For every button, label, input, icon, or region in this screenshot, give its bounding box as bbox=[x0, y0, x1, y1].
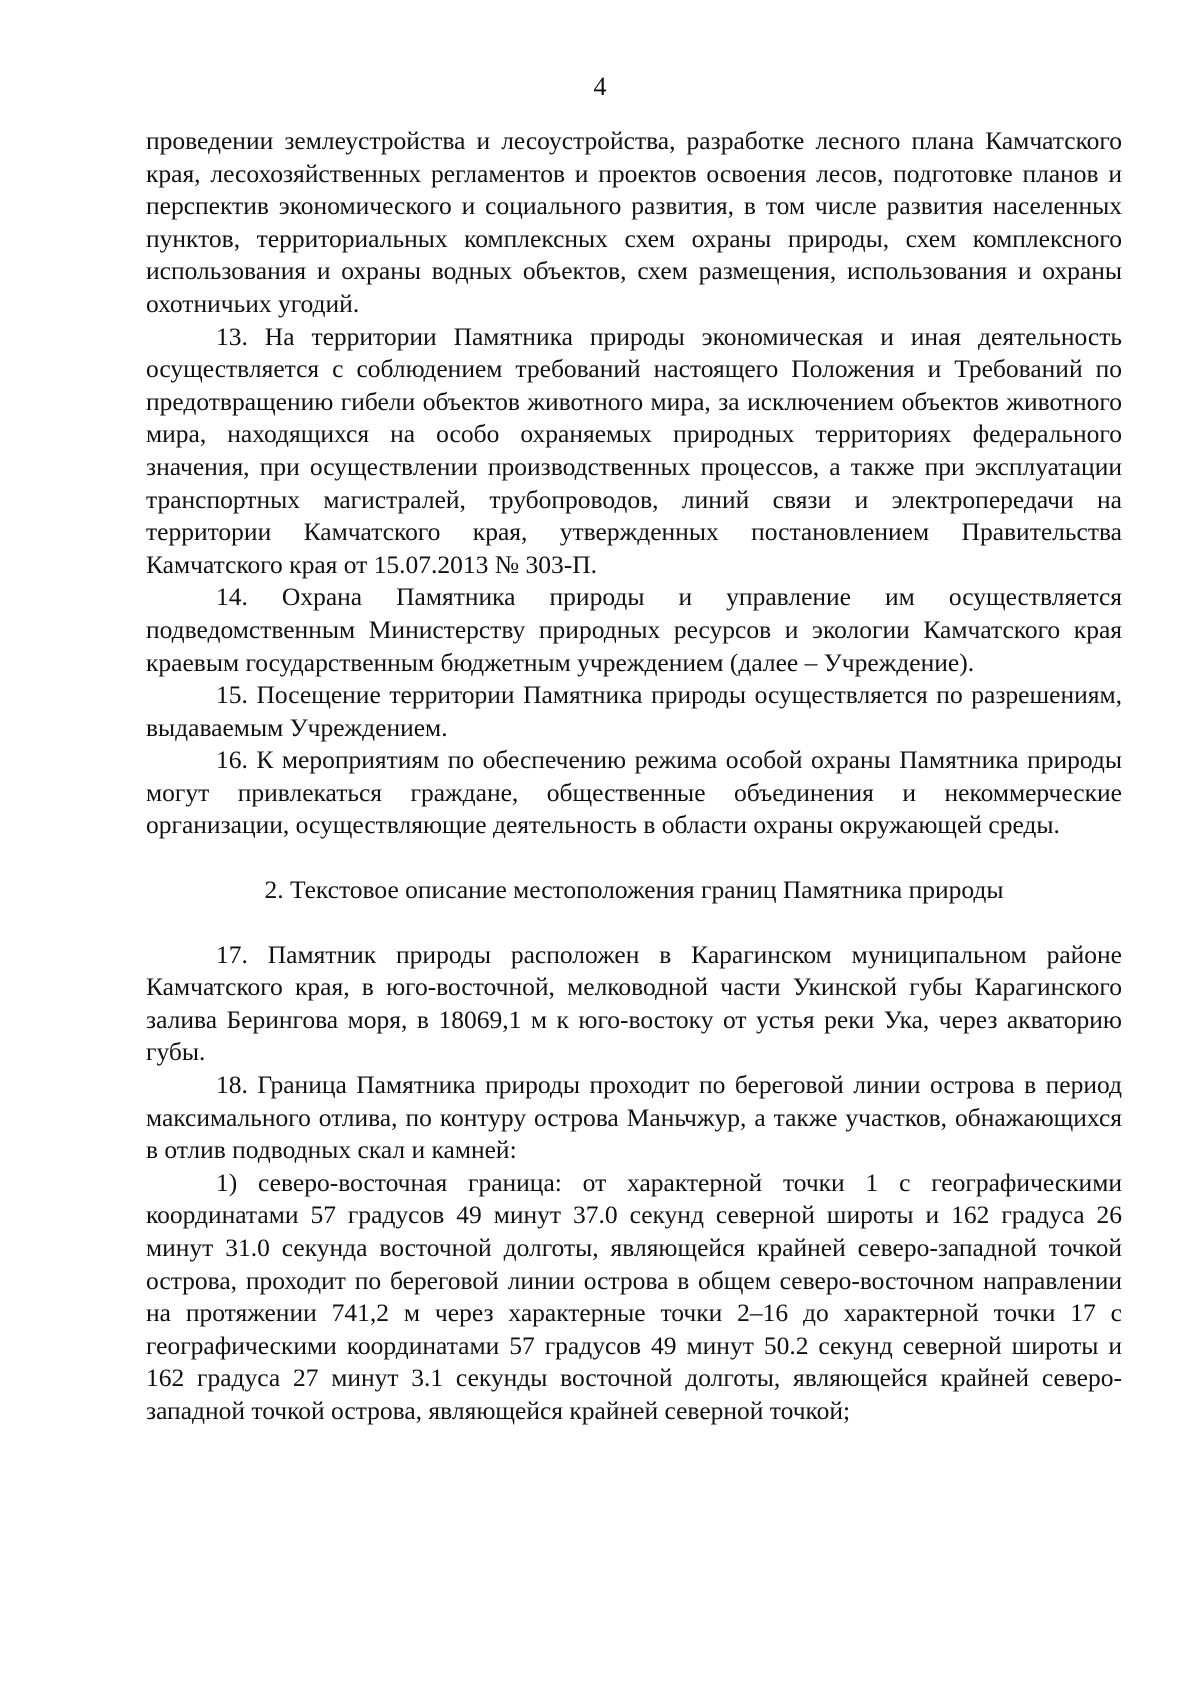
section-heading: 2. Текстовое описание местоположения границ Памятника природы bbox=[264, 875, 1004, 905]
paragraph-13: 13. На территории Памятника природы экономическая и иная деятельность осуществляется с соблюдением требований настоящего Положения и Требований по предотвращению гибели объектов животного мира, за исключением объектов животного мира, находящихся на особо охраняемых природных территориях федерального значения, при осуществлении производственных процессов, а также при эксплуатации транспортных магистралей, трубопроводов, линий связи и электропередачи на территории Камчатского края, утвержденных постановлением Правительства Камчатского края от 15.07.2013 № 303-П. bbox=[146, 321, 1122, 579]
document-body bbox=[146, 125, 1122, 1428]
paragraph-15: 15. Посещение территории Памятника природы осуществляется по разрешениям, выдаваемым Учреждением. bbox=[146, 680, 1122, 742]
page-number: 4 bbox=[593, 72, 607, 101]
paragraph-14: 14. Охрана Памятника природы и управление им осуществляется подведомственным Министерству природных ресурсов и экологии Камчатского края краевым государственным бюджетным учреждением (далее – Учреждение). bbox=[146, 582, 1122, 677]
paragraph-18: 18. Граница Памятника природы проходит по береговой линии острова в период максимального отлива, по контуру острова Маньчжур, а также участков, обнажающихся в отлив подводных скал и камней: bbox=[146, 1070, 1122, 1165]
paragraph-18-item-1: 1) северо-восточная граница: от характерной точки 1 с географическими координатами 57 градусов 49 минут 37.0 секунд северной широты и 162 градуса 26 минут 31.0 секунда восточной долготы, являющейся крайней северо-западной точкой острова, проходит по береговой линии острова в общем северо-восточном направлении на протяжении 741,2 м через характерные точки 2–16 до характерной точки 17 с географическими координатами 57 градусов 49 минут 50.2 секунд северной широты и 162 градуса 27 минут 3.1 секунды восточной долготы, являющейся крайней северо-западной точкой острова, являющейся крайней северной точкой; bbox=[146, 1167, 1122, 1425]
paragraph-16: 16. К мероприятиям по обеспечению режима особой охраны Памятника природы могут привлекаться граждане, общественные объединения и некоммерческие организации, осуществляющие деятельность в области охраны окружающей среды. bbox=[146, 745, 1122, 840]
paragraph-continuation: проведении землеустройства и лесоустройства, разработке лесного плана Камчатского края, лесохозяйственных регламентов и проектов освоения лесов, подготовке планов и перспектив экономического и социального развития, в том числе развития населенных пунктов, территориальных комплексных схем охраны природы, схем комплексного использования и охраны водных объектов, схем размещения, использования и охраны охотничьих угодий. bbox=[146, 126, 1122, 318]
paragraph-17: 17. Памятник природы расположен в Карагинском муниципальном районе Камчатского края, в юго-восточной, мелководной части Укинской губы Карагинского залива Берингова моря, в 18069,1 м к юго-востоку от устья реки Ука, через акваторию губы. bbox=[146, 939, 1122, 1067]
